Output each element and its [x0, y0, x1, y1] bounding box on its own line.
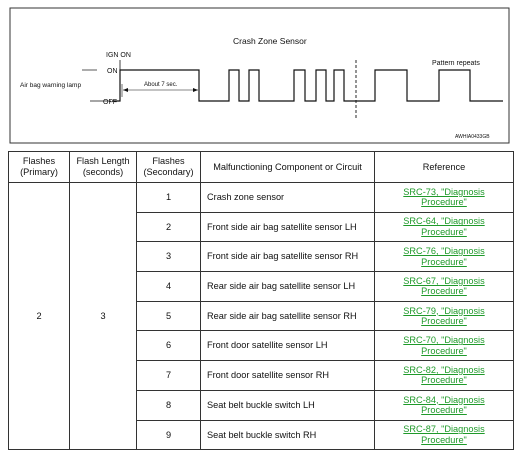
- reference-cell: [375, 361, 514, 391]
- secondary-flashes-cell: 3: [137, 242, 201, 272]
- secondary-flashes-cell: 2: [137, 212, 201, 242]
- component-cell: Front door satellite sensor RH: [201, 361, 375, 391]
- table-header-row: [9, 152, 514, 183]
- figure-code: AWHIA0433GB: [455, 134, 490, 140]
- reference-cell: [375, 301, 514, 331]
- header-reference: Reference: [375, 152, 514, 183]
- reference-link[interactable]: SRC-67, "Diagnosis Procedure": [403, 275, 485, 297]
- reference-link[interactable]: SRC-70, "Diagnosis Procedure": [403, 335, 485, 356]
- lamp-label: Air bag warning lamp: [20, 82, 82, 89]
- on-label: ON: [107, 68, 118, 75]
- header-primary: Flashes (Primary): [9, 152, 70, 183]
- table-row: [9, 183, 514, 213]
- reference-cell: [375, 212, 514, 242]
- reference-link[interactable]: SRC-79, "Diagnosis Procedure": [403, 305, 485, 327]
- interval-arrow-left-head: [123, 88, 128, 92]
- reference-link[interactable]: SRC-84, "Diagnosis Procedure": [403, 394, 485, 416]
- secondary-flashes-cell: 6: [137, 331, 201, 361]
- reference-link[interactable]: SRC-87, "Diagnosis Procedure": [403, 424, 485, 445]
- reference-cell: [375, 183, 514, 213]
- reference-cell: [375, 390, 514, 420]
- secondary-flashes-cell: 5: [137, 301, 201, 331]
- secondary-flashes-cell: 1: [137, 183, 201, 213]
- component-cell: Seat belt buckle switch LH: [201, 390, 375, 420]
- ign-on-label: IGN ON: [106, 52, 131, 59]
- timing-diagram: [0, 0, 519, 150]
- reference-link[interactable]: SRC-82, "Diagnosis Procedure": [403, 364, 485, 386]
- secondary-flashes-cell: 9: [137, 420, 201, 450]
- diagram-title: Crash Zone Sensor: [233, 36, 307, 46]
- reference-link[interactable]: SRC-64, "Diagnosis Procedure": [403, 216, 485, 238]
- component-cell: Rear side air bag satellite sensor LH: [201, 272, 375, 302]
- component-cell: Front side air bag satellite sensor LH: [201, 212, 375, 242]
- reference-link[interactable]: SRC-76, "Diagnosis Procedure": [403, 246, 485, 267]
- header-length: Flash Length (seconds): [70, 152, 137, 183]
- interval-label: About 7 sec.: [144, 82, 178, 88]
- reference-cell: [375, 420, 514, 450]
- secondary-flashes-cell: 7: [137, 361, 201, 391]
- repeat-label: Pattern repeats: [432, 60, 480, 67]
- primary-flashes-cell: 2: [9, 183, 70, 450]
- reference-cell: [375, 242, 514, 272]
- secondary-flashes-cell: 8: [137, 390, 201, 420]
- flash-code-table: [8, 151, 514, 450]
- header-component: Malfunctioning Component or Circuit: [201, 152, 375, 183]
- interval-arrow-right-head: [193, 88, 198, 92]
- component-cell: Crash zone sensor: [201, 183, 375, 213]
- reference-link[interactable]: SRC-73, "Diagnosis Procedure": [403, 186, 485, 208]
- component-cell: Seat belt buckle switch RH: [201, 420, 375, 450]
- header-secondary: Flashes (Secondary): [137, 152, 201, 183]
- reference-cell: [375, 331, 514, 361]
- off-label: OFF: [103, 99, 117, 106]
- flash-length-cell: 3: [70, 183, 137, 450]
- component-cell: Front side air bag satellite sensor RH: [201, 242, 375, 272]
- component-cell: Rear side air bag satellite sensor RH: [201, 301, 375, 331]
- secondary-flashes-cell: 4: [137, 272, 201, 302]
- component-cell: Front door satellite sensor LH: [201, 331, 375, 361]
- reference-cell: [375, 272, 514, 302]
